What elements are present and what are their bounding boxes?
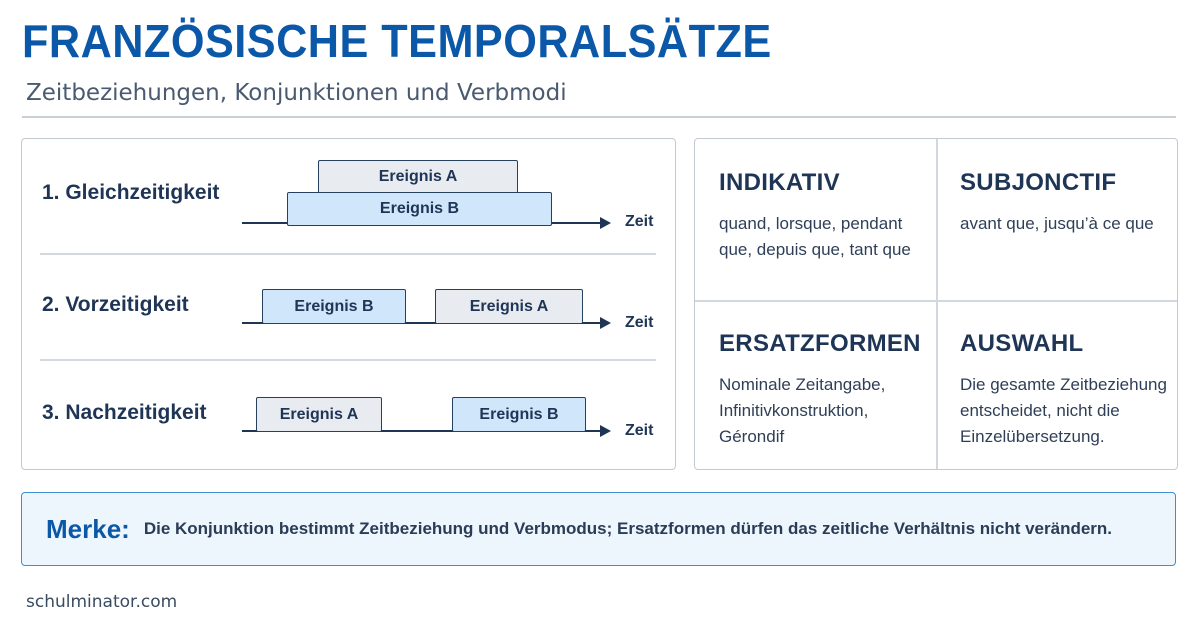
arrow-right-icon (600, 217, 611, 229)
row-label-vorzeitigkeit: 2. Vorzeitigkeit (42, 293, 189, 316)
quadrant-title: ERSATZFORMEN (719, 330, 921, 357)
event-a: Ereignis A (256, 397, 382, 432)
merke-box (21, 492, 1176, 566)
timeline-panel (21, 138, 676, 470)
page-subtitle: Zeitbeziehungen, Konjunktionen und Verbmodi (26, 80, 567, 106)
quadrant-title: SUBJONCTIF (960, 169, 1117, 196)
row-divider (40, 359, 656, 361)
row-divider (40, 253, 656, 255)
merke-text: Die Konjunktion bestimmt Zeitbeziehung und Verbmodus; Ersatzformen dürfen das zeitliche Verhältnis nicht verändern. (143, 519, 1113, 538)
footer-source: schulminator.com (26, 592, 178, 612)
quadrant-ersatzformen (695, 300, 936, 469)
quadrant-title: AUSWAHL (960, 330, 1084, 357)
row-label-nachzeitigkeit: 3. Nachzeitigkeit (42, 401, 207, 424)
event-b: Ereignis B (262, 289, 406, 324)
row-label-gleichzeitigkeit: 1. Gleichzeitigkeit (42, 181, 220, 204)
quadrant-indikativ (695, 139, 936, 300)
axis-label: Zeit (625, 314, 654, 331)
arrow-right-icon (600, 425, 611, 437)
quadrant-text: quand, lorsque, pendant que, depuis que, tant que (719, 214, 911, 259)
quadrant-text: Nominale Zeitangabe, Infinitivkonstruktion, Gérondif (719, 375, 886, 446)
modes-panel (694, 138, 1178, 470)
quadrant-auswahl (936, 300, 1177, 469)
page-title: FRANZÖSISCHE TEMPORALSÄTZE (22, 15, 772, 67)
header-divider (22, 116, 1176, 118)
event-b: Ereignis B (452, 397, 586, 432)
quadrant-text: Die gesamte Zeitbeziehung entscheidet, nicht die Einzelübersetzung. (960, 375, 1167, 446)
event-a: Ereignis A (318, 160, 518, 194)
merke-label: Merke: (46, 513, 130, 544)
quadrant-title: INDIKATIV (719, 169, 840, 196)
axis-label: Zeit (625, 213, 654, 230)
axis-label: Zeit (625, 422, 654, 439)
quadrant-subjonctif (936, 139, 1177, 300)
event-a: Ereignis A (435, 289, 583, 324)
quadrant-text: avant que, jusqu’à ce que (960, 214, 1154, 233)
arrow-right-icon (600, 317, 611, 329)
event-b: Ereignis B (287, 192, 552, 226)
